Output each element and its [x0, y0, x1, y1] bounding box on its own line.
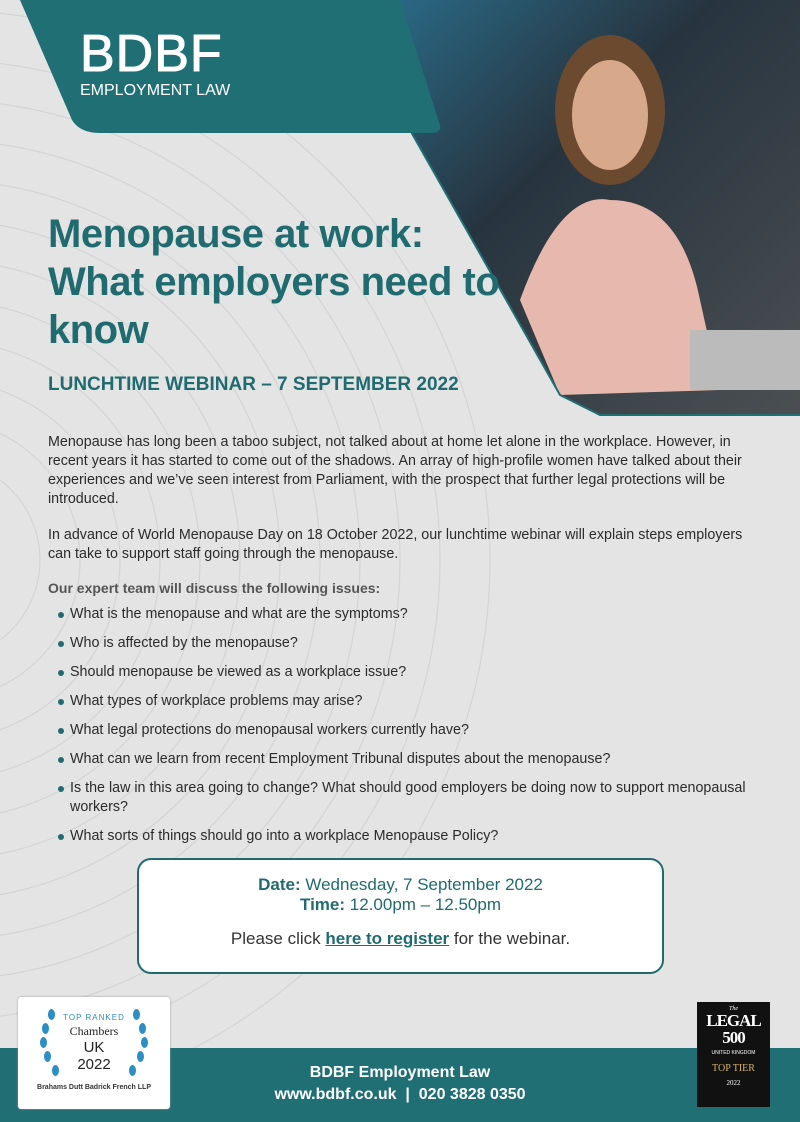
- laurel-leaf-icon: [129, 1065, 136, 1076]
- bullet-icon: [58, 699, 64, 705]
- bullet-icon: [58, 757, 64, 763]
- event-details-box: Date: Wednesday, 7 September 2022 Time: 12.00pm – 12.50pm Please click here to register for the webinar.: [137, 858, 664, 974]
- laurel-leaf-icon: [137, 1051, 144, 1062]
- list-item: What types of workplace problems may arise?: [58, 692, 778, 711]
- laurel-leaf-icon: [44, 1051, 51, 1062]
- list-item: What is the menopause and what are the symptoms?: [58, 605, 778, 624]
- laurel-leaf-icon: [40, 1037, 47, 1048]
- intro-paragraph: Menopause has long been a taboo subject, not talked about at home let alone in the workplace. However, in recent years it has started to come out of the shadows. An array of high-profile women have talked about their experiences and we’ve seen interest from Parliament, with the prospect that further legal protections will be introduced.: [48, 434, 742, 507]
- bullet-icon: [58, 728, 64, 734]
- bullet-icon: [58, 834, 64, 840]
- laurel-leaf-icon: [141, 1037, 148, 1048]
- laurel-leaf-icon: [139, 1023, 146, 1034]
- laurel-leaf-icon: [42, 1023, 49, 1034]
- bdbf-logo: BDBF EMPLOYMENT LAW: [80, 25, 231, 99]
- issues-list: [58, 605, 778, 856]
- bullet-icon: [58, 670, 64, 676]
- list-item: What legal protections do menopausal workers currently have?: [58, 721, 778, 740]
- list-item: Is the law in this area going to change? What should good employers be doing now to support menopausal workers?: [58, 779, 778, 817]
- bullet-icon: [58, 641, 64, 647]
- list-item: Who is affected by the menopause?: [58, 634, 778, 653]
- bullet-icon: [58, 612, 64, 618]
- laurel-leaf-icon: [52, 1065, 59, 1076]
- chambers-badge: TOP RANKED Chambers UK 2022 Brahams Dutt Badrick French LLP: [18, 997, 170, 1109]
- register-link[interactable]: here to register: [325, 929, 450, 948]
- legal500-badge: The LEGAL 500 UNITED KINGDOM TOP TIER 2022: [697, 1002, 770, 1107]
- list-item: What sorts of things should go into a workplace Menopause Policy?: [58, 827, 778, 846]
- bullet-icon: [58, 786, 64, 792]
- page-title: Menopause at work: What employers need to know: [48, 212, 500, 352]
- list-item: Should menopause be viewed as a workplace issue?: [58, 663, 778, 682]
- issues-heading: Our expert team will discuss the following issues:: [48, 580, 381, 596]
- list-item: What can we learn from recent Employment Tribunal disputes about the menopause?: [58, 750, 778, 769]
- laurel-leaf-icon: [133, 1009, 140, 1020]
- event-paragraph: In advance of World Menopause Day on 18 October 2022, our lunchtime webinar will explain steps employers can take to support staff going through the menopause.: [48, 527, 743, 562]
- phone-number: 020 3828 0350: [418, 1086, 526, 1103]
- webinar-subtitle: LUNCHTIME WEBINAR – 7 SEPTEMBER 2022: [48, 374, 459, 395]
- laurel-leaf-icon: [48, 1009, 55, 1020]
- website-link[interactable]: www.bdbf.co.uk: [274, 1086, 397, 1103]
- footer: BDBF Employment Law www.bdbf.co.uk | 020 3828 0350: [0, 1048, 800, 1122]
